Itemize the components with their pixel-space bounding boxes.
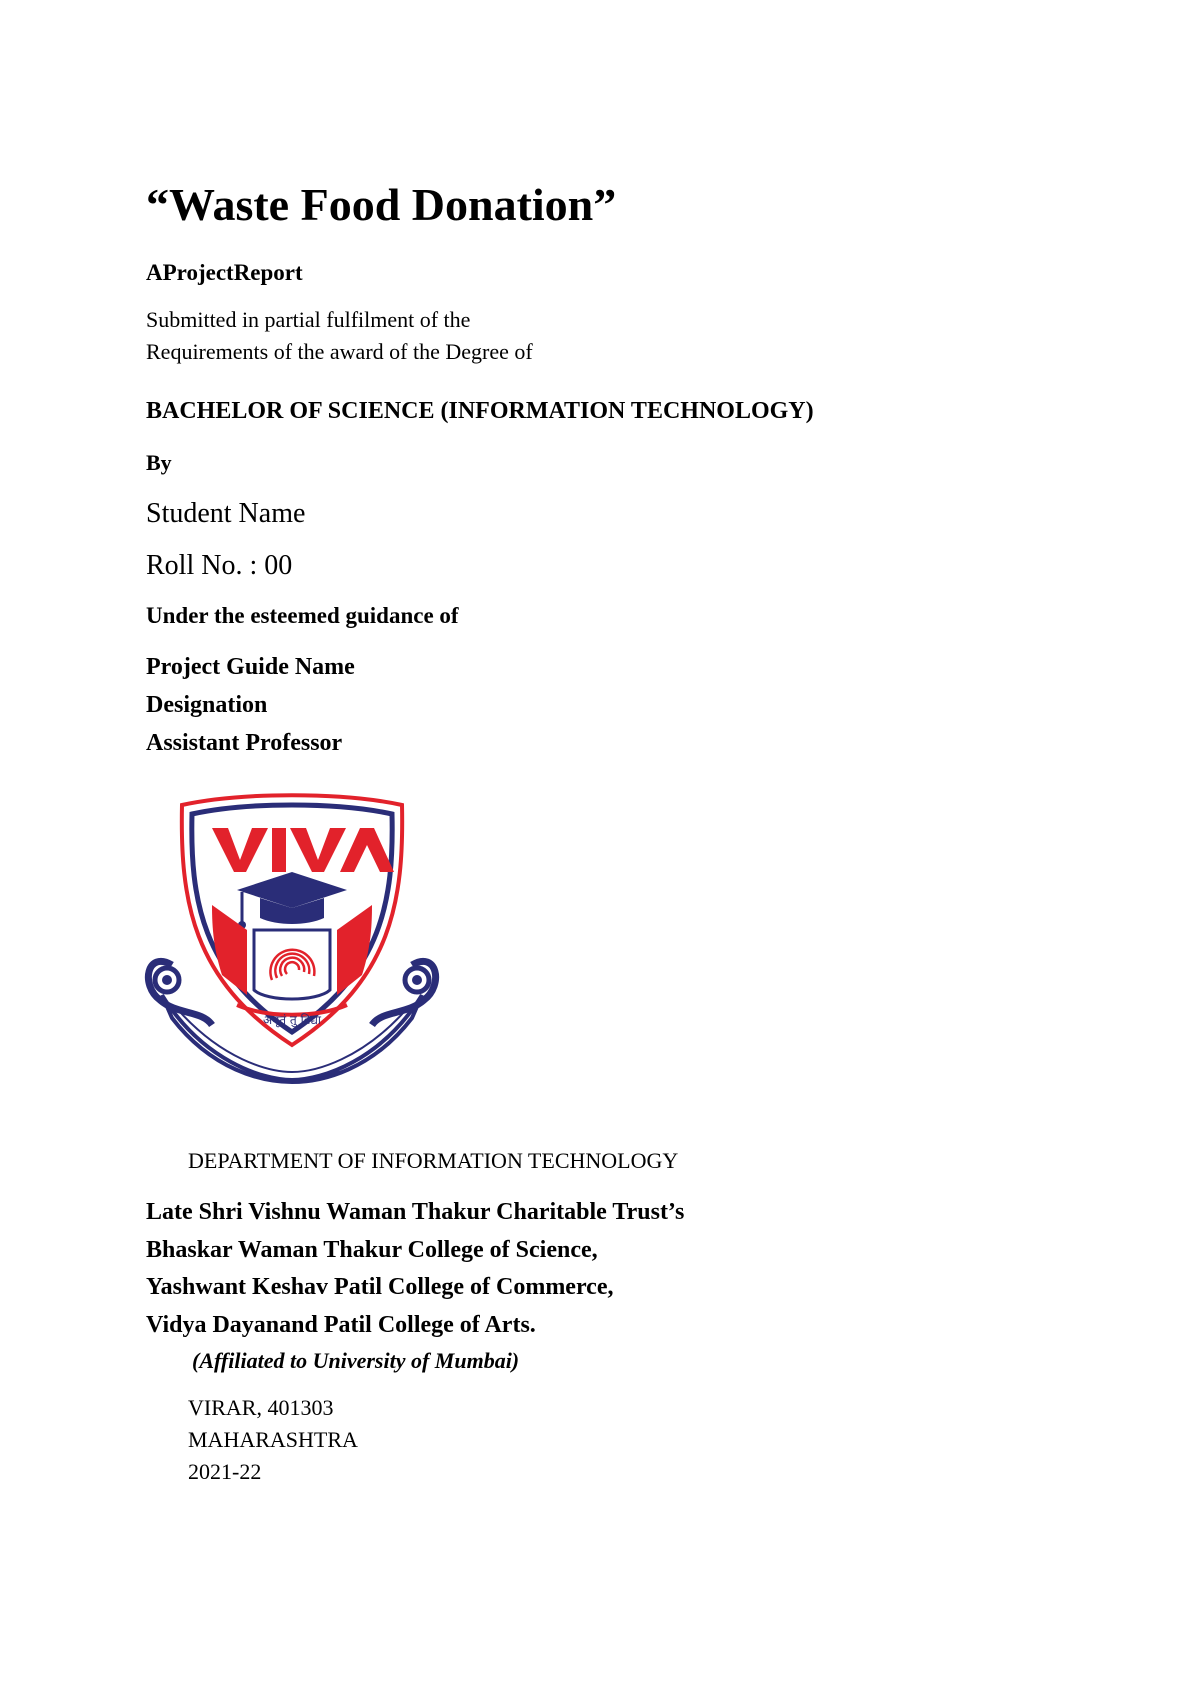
crest-motto: अमृतं तु विद्या [262,1013,322,1027]
state-name: MAHARASHTRA [188,1427,358,1452]
student-name: Student Name [146,498,306,529]
institution-line-1: Late Shri Vishnu Waman Thakur Charitable Trust’s [146,1199,685,1225]
report-title: “Waste Food Donation” [146,179,617,230]
department-name: DEPARTMENT OF INFORMATION TECHNOLOGY [188,1148,679,1173]
submission-line-1: Submitted in partial fulfilment of the [146,307,471,332]
report-type: AProjectReport [146,260,303,285]
institution-line-4: Vidya Dayanand Patil College of Arts. [146,1312,536,1338]
by-label: By [146,450,172,475]
submission-line-2: Requirements of the award of the Degree of [146,339,533,364]
academic-year: 2021-22 [188,1459,262,1484]
guide-designation: Designation [146,692,268,718]
guidance-label: Under the esteemed guidance of [146,603,459,628]
college-crest-logo [142,790,442,1085]
guide-name: Project Guide Name [146,654,355,680]
institution-line-3: Yashwant Keshav Patil College of Commerce, [146,1274,614,1300]
affiliation: (Affiliated to University of Mumbai) [192,1348,520,1373]
institution-line-2: Bhaskar Waman Thakur College of Science, [146,1237,598,1263]
city-pincode: VIRAR, 401303 [188,1395,334,1420]
roll-number: Roll No. : 00 [146,550,293,581]
guide-position: Assistant Professor [146,730,343,756]
degree-name: BACHELOR OF SCIENCE (INFORMATION TECHNOLOGY) [146,398,814,424]
